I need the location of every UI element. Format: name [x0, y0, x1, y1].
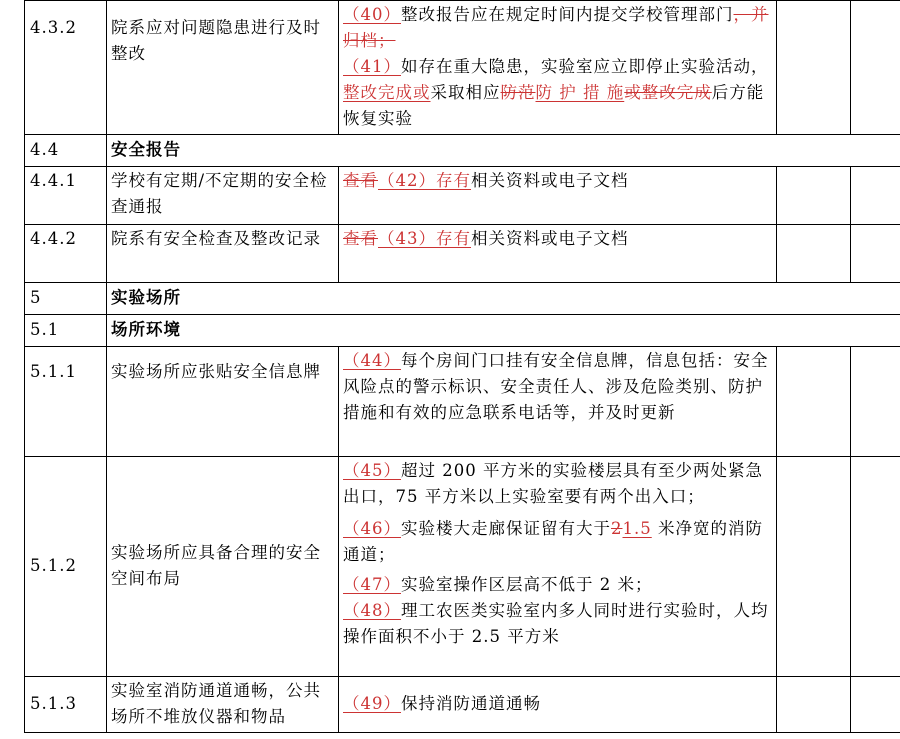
score-cell: [777, 225, 851, 283]
item-number: 5.1.1: [25, 347, 107, 457]
revision-tag: （42）存有: [378, 171, 471, 190]
inserted-text: 1.5: [622, 519, 652, 538]
remark-cell: [851, 677, 900, 733]
remark-cell: [851, 347, 900, 457]
content-text: 整改报告应在规定时间内提交学校管理部门: [401, 5, 734, 24]
deleted-text: 防范: [500, 83, 536, 102]
revision-tag: （47）: [343, 575, 401, 594]
item-content: [339, 457, 777, 677]
content-text: 相关资料或电子文档: [471, 171, 629, 190]
score-cell: [777, 1, 851, 135]
remark-cell: [851, 225, 900, 283]
score-cell: [777, 677, 851, 733]
revision-tag: （46）: [343, 519, 401, 538]
content-text: 实验楼大走廊保证留有大于: [401, 519, 611, 538]
item-content: [339, 347, 777, 457]
content-paragraph: [343, 2, 772, 54]
section-title: 安全报告: [107, 135, 900, 167]
item-requirement: 院系应对问题隐患进行及时整改: [107, 1, 339, 135]
item-requirement: 院系有安全检查及整改记录: [107, 225, 339, 283]
revision-tag: （44）: [343, 351, 401, 370]
content-paragraph: [343, 516, 772, 568]
inserted-text: 防 护 措 施: [535, 83, 625, 102]
item-number: 5.1.3: [25, 677, 107, 733]
deleted-text: 或整改完成: [624, 83, 712, 102]
revision-tag: （45）: [343, 461, 401, 480]
item-content: [339, 167, 777, 225]
revision-tag: （48）: [343, 601, 401, 620]
item-requirement: 实验场所应张贴安全信息牌: [107, 347, 339, 457]
revision-tag: （43）存有: [378, 229, 471, 248]
score-cell: [777, 347, 851, 457]
inserted-text: 整改完成或: [343, 83, 431, 102]
section-number: 5: [25, 283, 107, 315]
content-paragraph: [343, 572, 772, 598]
item-requirement: 学校有定期/不定期的安全检查通报: [107, 167, 339, 225]
remark-cell: [851, 1, 900, 135]
revision-tag: （40）: [343, 5, 401, 24]
section-row: [25, 135, 900, 167]
section-title: 场所环境: [107, 315, 900, 347]
deleted-text: 查看: [343, 229, 378, 248]
table-row: [25, 225, 900, 283]
section-number: 5.1: [25, 315, 107, 347]
content-paragraph: [343, 54, 772, 132]
table-row: [25, 167, 900, 225]
item-requirement: 实验室消防通道通畅，公共场所不堆放仪器和物品: [107, 677, 339, 733]
revision-tag: （49）: [343, 694, 401, 713]
remark-cell: [851, 457, 900, 677]
score-cell: [777, 167, 851, 225]
table-row: [25, 677, 900, 733]
deleted-text: 查看: [343, 171, 378, 190]
score-cell: [777, 457, 851, 677]
item-content: [339, 1, 777, 135]
table-row: [25, 457, 900, 677]
inspection-table: [24, 0, 900, 733]
deleted-text: ，并归档；: [343, 5, 769, 50]
item-number: 5.1.2: [25, 457, 107, 677]
item-number: 4.4.2: [25, 225, 107, 283]
content-text: 保持消防通道通畅: [401, 694, 541, 713]
remark-cell: [851, 167, 900, 225]
content-paragraph: [343, 598, 772, 650]
table-row: [25, 347, 900, 457]
content-text: 超过 200 平方米的实验楼层具有至少两处紧急出口，75 平方米以上实验室要有两个出入口；: [343, 461, 763, 506]
revision-tag: （41）: [343, 57, 401, 76]
item-content: [339, 225, 777, 283]
section-row: [25, 283, 900, 315]
content-text: 相关资料或电子文档: [471, 229, 629, 248]
content-text: 每个房间门口挂有安全信息牌，信息包括：安全风险点的警示标识、安全责任人、涉及危险类别、防护措施和有效的应急联系电话等，并及时更新: [343, 351, 769, 422]
content-text: 后方能恢复实验: [343, 83, 765, 128]
content-text: 米净宽的消防通道；: [343, 519, 763, 564]
content-text: 如存在重大隐患，实验室应立即停止实验活动，: [401, 57, 769, 76]
deleted-text: 2: [611, 519, 623, 538]
item-requirement: 实验场所应具备合理的安全空间布局: [107, 457, 339, 677]
content-text: 理工农医类实验室内多人同时进行实验时，人均操作面积不小于 2.5 平方米: [343, 601, 769, 646]
item-number: 4.3.2: [25, 1, 107, 135]
item-content: [339, 677, 777, 733]
content-paragraph: [343, 458, 772, 510]
item-number: 4.4.1: [25, 167, 107, 225]
section-number: 4.4: [25, 135, 107, 167]
section-row: [25, 315, 900, 347]
content-text: 实验室操作区层高不低于 2 米；: [401, 575, 653, 594]
section-title: 实验场所: [107, 283, 900, 315]
content-text: 采取相应: [430, 83, 501, 102]
table-row: [25, 1, 900, 135]
